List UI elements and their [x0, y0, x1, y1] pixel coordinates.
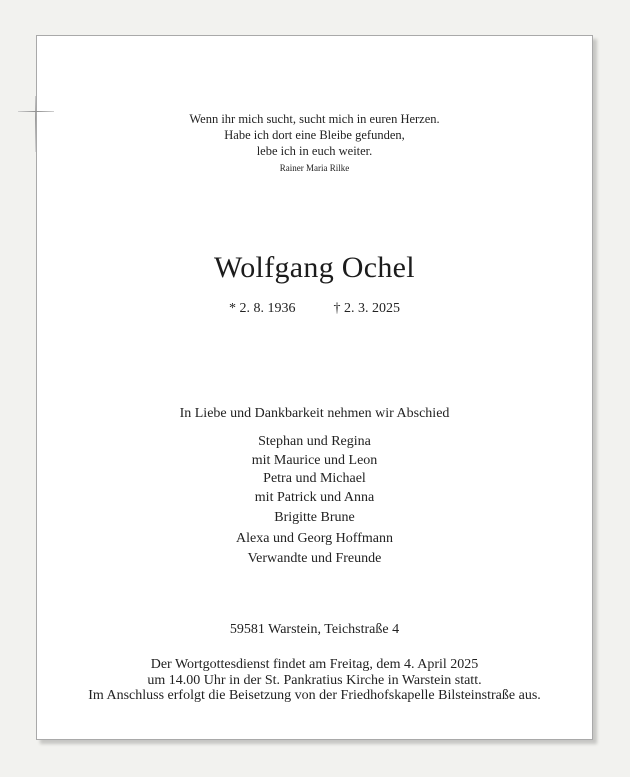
deceased-name: Wolfgang Ochel — [214, 251, 415, 284]
family-member: mit Maurice und Leon — [251, 452, 378, 468]
farewell-line: In Liebe und Dankbarkeit nehmen wir Abschied — [179, 406, 450, 421]
life-dates — [36, 301, 593, 317]
birth-date: * 2. 8. 1936 — [229, 301, 296, 316]
death-date: † 2. 3. 2025 — [333, 301, 400, 316]
quote-line: Habe ich dort eine Bleibe gefunden, — [224, 128, 405, 142]
quote-author: Rainer Maria Rilke — [279, 163, 350, 173]
family-member: Verwandte und Freunde — [247, 551, 382, 566]
service-line: um 14.00 Uhr in der St. Pankratius Kirche in Warstein statt. — [147, 672, 482, 688]
quote-line: lebe ich in euch weiter. — [256, 144, 373, 158]
address: 59581 Warstein, Teichstraße 4 — [229, 622, 400, 637]
family-member: Alexa und Georg Hoffmann — [236, 530, 393, 546]
rilke-quote — [36, 111, 593, 159]
service-line: Im Anschluss erfolgt die Beisetzung von der Friedhofskapelle Bilsteinstraße aus. — [88, 688, 541, 703]
family-member: Stephan und Regina — [258, 434, 371, 449]
quote-line: Wenn ihr mich sucht, sucht mich in euren Herzen. — [189, 112, 440, 126]
family-member: Petra und Michael — [263, 471, 366, 486]
service-line: Der Wortgottesdienst findet am Freitag, dem 4. April 2025 — [150, 657, 479, 672]
family-member: Brigitte Brune — [274, 510, 355, 525]
service-info — [36, 657, 593, 704]
family-list — [36, 433, 593, 569]
family-member: mit Patrick und Anna — [254, 489, 375, 505]
